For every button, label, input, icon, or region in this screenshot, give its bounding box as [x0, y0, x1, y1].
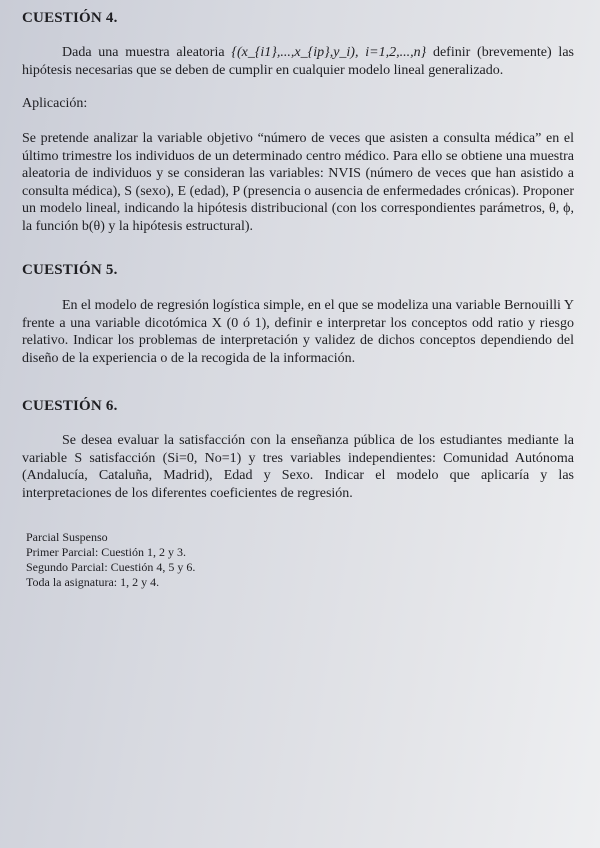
question-4-heading: CUESTIÓN 4. — [22, 10, 118, 26]
question-6-heading: CUESTIÓN 6. — [22, 398, 118, 414]
aplicacion-label: Aplicación: — [22, 96, 88, 111]
grading-notes — [26, 530, 326, 590]
grading-note-second: Segundo Parcial: Cuestión 4, 5 y 6. — [26, 560, 196, 574]
question-4-intro — [22, 44, 574, 79]
question-5-text: En el modelo de regresión logística simple, en el que se modeliza una variable Bernouilli Y frente a una variable dicotómica X (0 ó 1), definir e interpretar los conceptos odd ratio y riesgo relativo. Indicar los problemas de interpretación y validez de dichos conceptos dependiendo del diseño de la experiencia o de la recogida de la información. — [22, 298, 574, 366]
question-4-aplicacion-text: Se pretende analizar la variable objetivo “número de veces que asisten a consulta médica” en el último trimestre los individuos de un determinado centro médico. Para ello se obtiene una muestra aleatoria de individuos y se consideran las variables: NVIS (número de veces que han asistido a consulta médica), S (sexo), E (edad), P (presencia o ausencia de enfermedades crónicas). Proponer un modelo lineal, indicando la hipótesis distribucional (con los correspondientes parámetros, θ, ϕ, la función b(θ) y la hipótesis estructural). — [22, 131, 574, 234]
sample-formula: {(x_{i1},...,x_{ip},y_i), i=1,2,...,n} — [231, 45, 427, 60]
question-6-text: Se desea evaluar la satisfacción con la enseñanza pública de los estudiantes mediante la variable S satisfacción (Si=0, No=1) y tres variables independientes: Comunidad Autónoma (Andalucía, Cataluña, Madrid), Edad y Sexo. Indicar el modelo que aplicaría y las interpretaciones de los diferentes coeficientes de regresión. — [22, 433, 574, 501]
question-5-heading: CUESTIÓN 5. — [22, 262, 118, 278]
question-4-intro-after: definir (brevemente) las hipótesis necesarias que se deben de cumplir en cualquier modelo lineal generalizado. — [22, 45, 574, 78]
grading-note-title: Parcial Suspenso — [26, 530, 108, 544]
question-4-intro-before: Dada una muestra aleatoria — [62, 45, 232, 60]
grading-note-first: Primer Parcial: Cuestión 1, 2 y 3. — [26, 545, 186, 559]
grading-note-all: Toda la asignatura: 1, 2 y 4. — [26, 575, 160, 589]
